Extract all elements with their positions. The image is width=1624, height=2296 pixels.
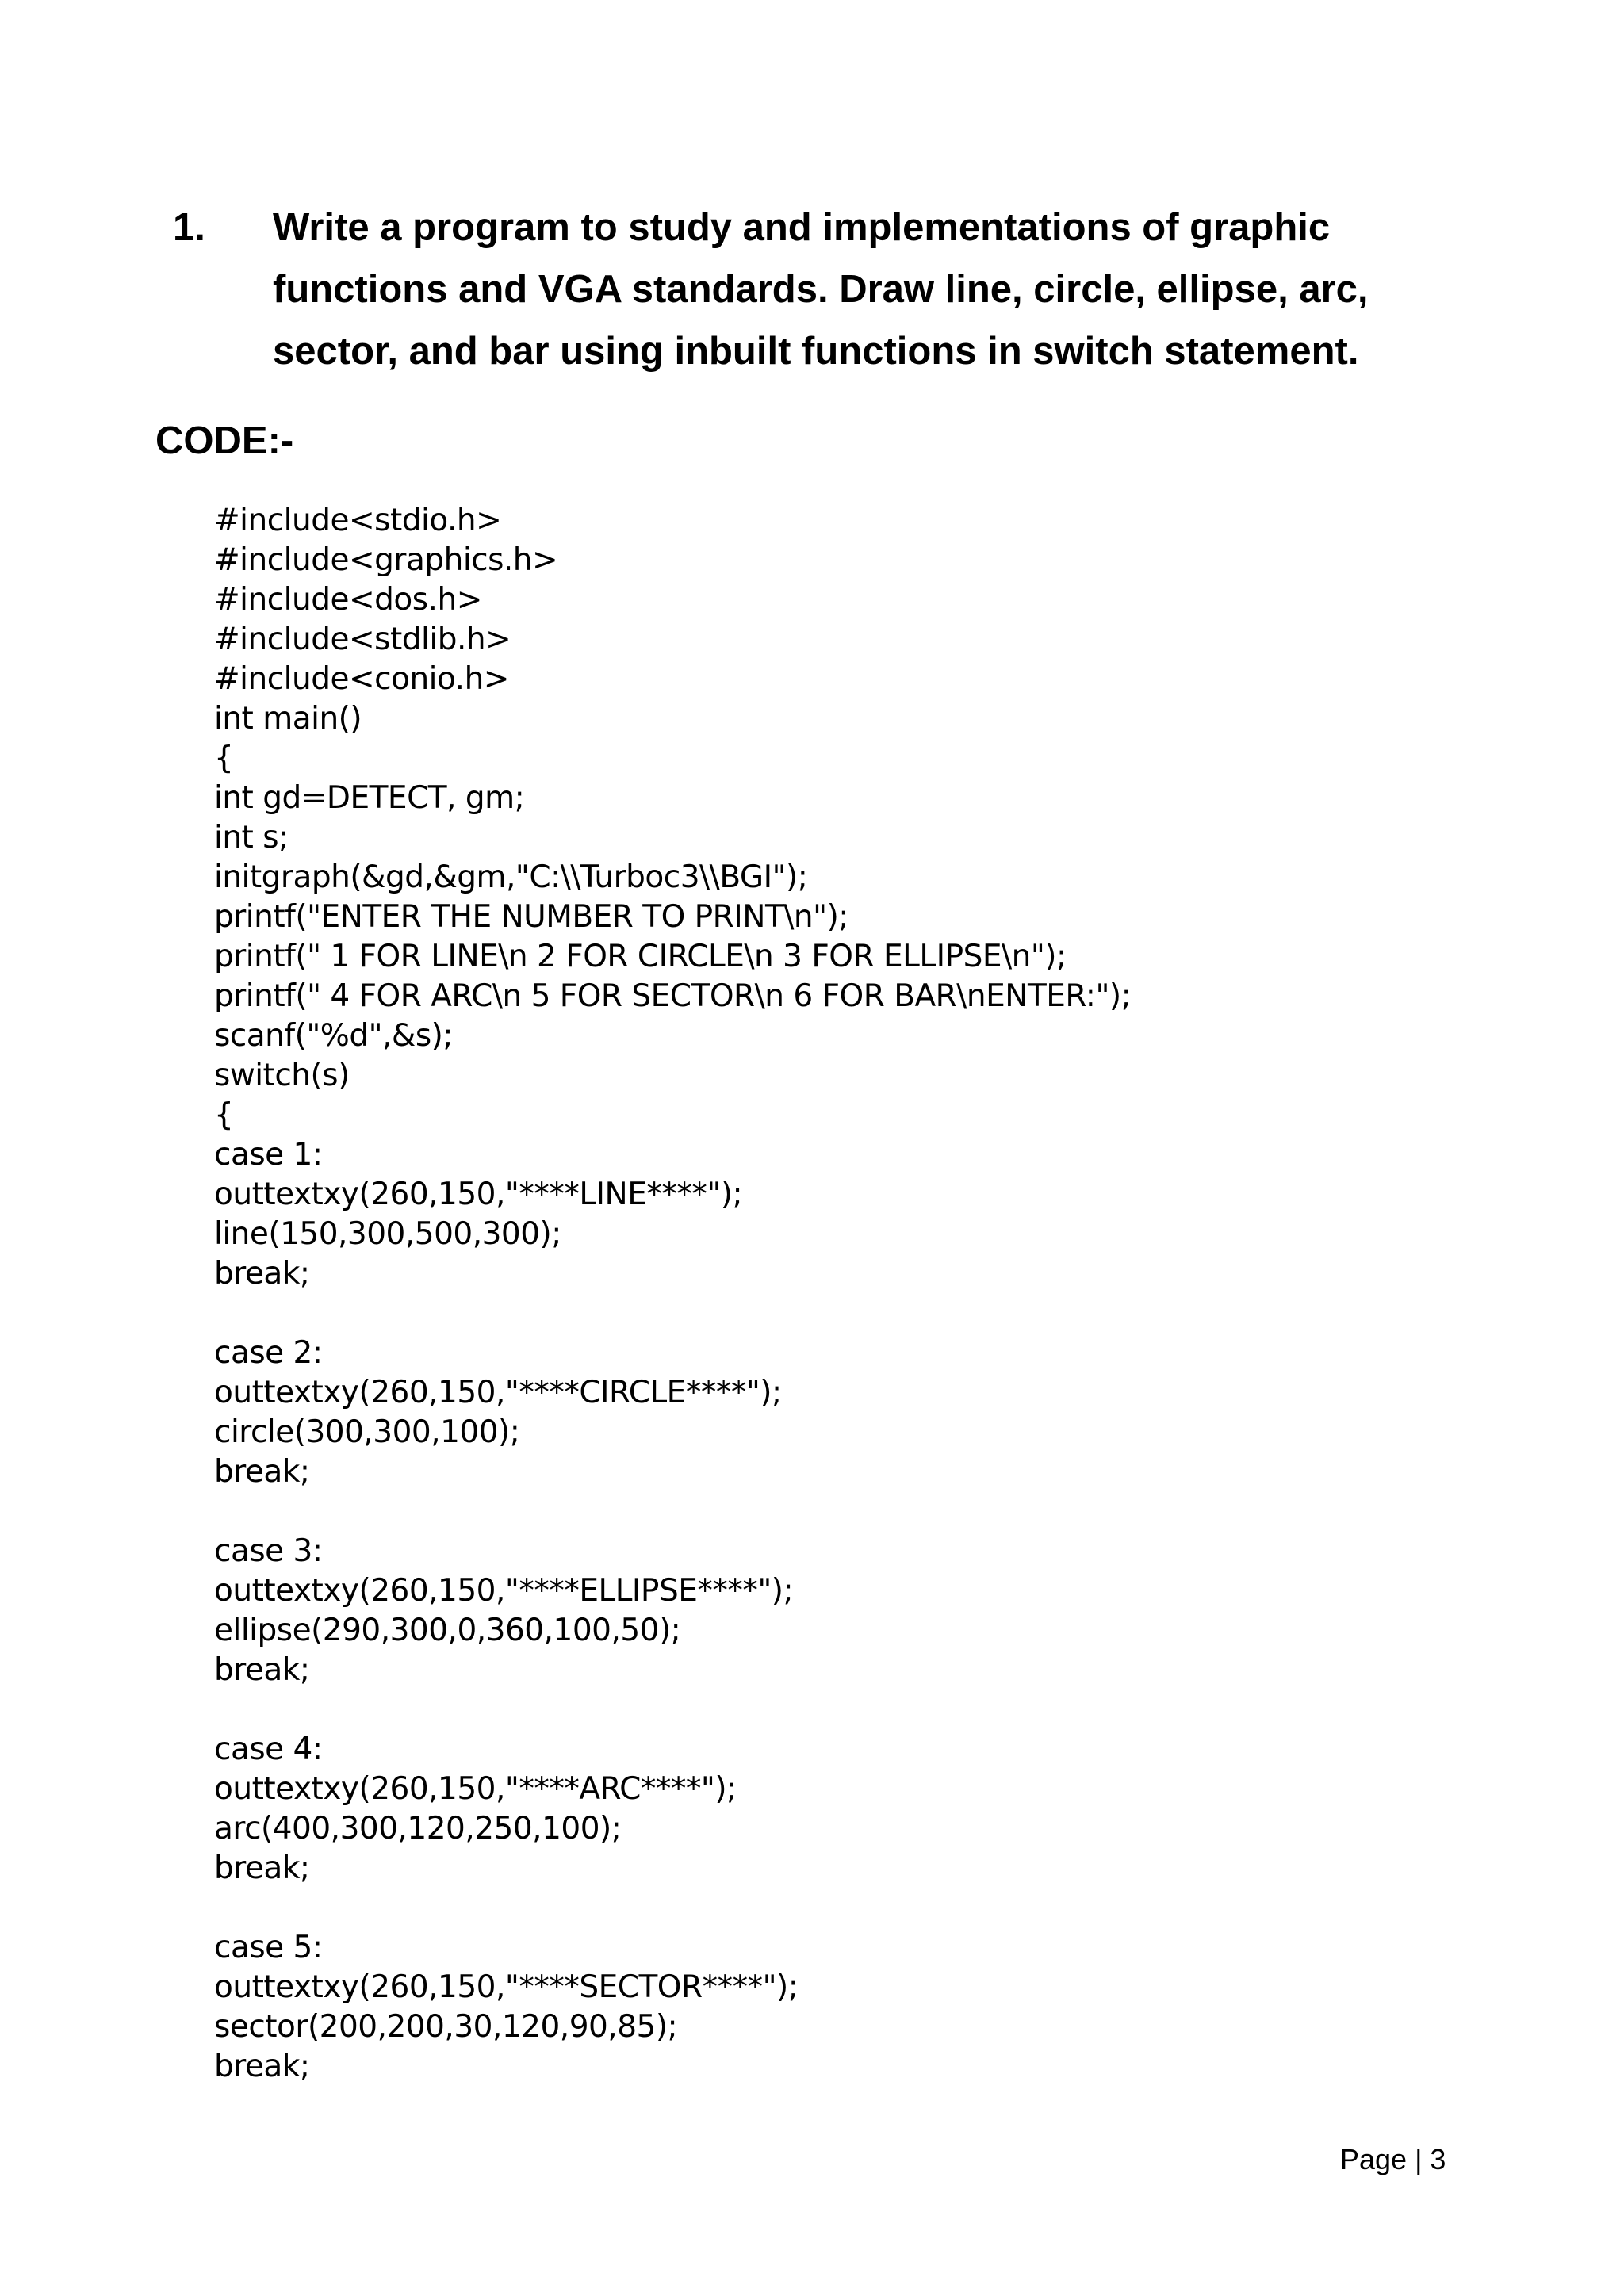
- question-number: 1.: [173, 206, 205, 249]
- code-line: outtextxy(260,150,"****ELLIPSE****");: [214, 1573, 794, 1609]
- code-line: break;: [214, 1256, 310, 1292]
- code-line: break;: [214, 1652, 310, 1688]
- code-line: #include<graphics.h>: [214, 542, 558, 578]
- code-line: outtextxy(260,150,"****CIRCLE****");: [214, 1375, 782, 1410]
- code-block: [214, 501, 1483, 2087]
- question-text: Write a program to study and implementations of graphic functions and VGA standards. Draw line, circle, ellipse, arc, sector, and bar using inbuilt functions in switch statement.: [273, 206, 1369, 373]
- code-line: int s;: [214, 820, 289, 855]
- code-line-blank: [214, 1294, 1483, 1334]
- code-line: initgraph(&gd,&gm,"C:\\Turboc3\\BGI");: [214, 859, 808, 895]
- code-line: #include<stdio.h>: [214, 503, 502, 538]
- question: [173, 197, 1394, 382]
- code-line: circle(300,300,100);: [214, 1414, 520, 1450]
- code-line: scanf("%d",&s);: [214, 1018, 453, 1054]
- code-line: {: [214, 740, 234, 776]
- code-line: int gd=DETECT, gm;: [214, 780, 525, 816]
- code-line: printf(" 1 FOR LINE\n 2 FOR CIRCLE\n 3 FOR ELLIPSE\n");: [214, 939, 1067, 974]
- code-line: arc(400,300,120,250,100);: [214, 1811, 622, 1846]
- code-line: case 5:: [214, 1930, 323, 1965]
- page-number: Page | 3: [1340, 2143, 1446, 2175]
- code-line: {: [214, 1097, 234, 1133]
- code-line-blank: [214, 1690, 1483, 1730]
- code-line: switch(s): [214, 1058, 350, 1093]
- code-line: int main(): [214, 701, 362, 737]
- code-line: case 3:: [214, 1533, 323, 1569]
- code-line: break;: [214, 1850, 310, 1886]
- code-line: break;: [214, 1454, 310, 1490]
- code-line: outtextxy(260,150,"****ARC****");: [214, 1771, 737, 1807]
- code-line: ellipse(290,300,0,360,100,50);: [214, 1613, 681, 1648]
- code-line: outtextxy(260,150,"****SECTOR****");: [214, 1969, 799, 2005]
- code-line: sector(200,200,30,120,90,85);: [214, 2009, 678, 2045]
- code-line: #include<stdlib.h>: [214, 622, 511, 657]
- code-line: printf("ENTER THE NUMBER TO PRINT\n");: [214, 899, 848, 935]
- code-line-blank: [214, 1492, 1483, 1532]
- code-line: case 2:: [214, 1335, 323, 1371]
- code-line-blank: [214, 1888, 1483, 1928]
- code-line: printf(" 4 FOR ARC\n 5 FOR SECTOR\n 6 FOR BAR\nENTER:");: [214, 978, 1132, 1014]
- code-line: outtextxy(260,150,"****LINE****");: [214, 1177, 743, 1212]
- code-line: case 1:: [214, 1137, 323, 1173]
- code-line: break;: [214, 2049, 310, 2084]
- code-line: #include<dos.h>: [214, 582, 482, 618]
- code-line: #include<conio.h>: [214, 661, 509, 697]
- code-heading: CODE:-: [155, 419, 294, 462]
- code-line: case 4:: [214, 1732, 323, 1767]
- code-line: line(150,300,500,300);: [214, 1216, 561, 1252]
